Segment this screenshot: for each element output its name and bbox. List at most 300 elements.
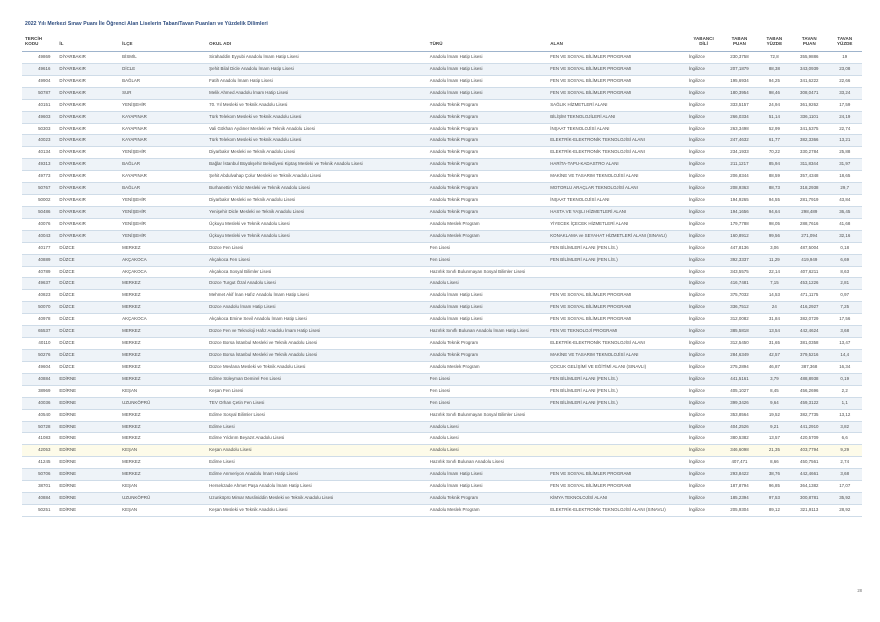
cell-il: EDİRNE bbox=[56, 481, 119, 493]
cell-tercih-kodu: 50070 bbox=[22, 302, 56, 314]
cell-tavan-yuzde: 9,29 bbox=[828, 445, 863, 457]
table-row bbox=[22, 266, 862, 278]
cell-tercih-kodu: 49869 bbox=[22, 51, 56, 63]
cell-okul-adi: Türk Telekom Mesleki ve Teknik Anadolu Lisesi bbox=[206, 111, 427, 123]
cell-ilce: KEŞAN bbox=[119, 481, 206, 493]
table-row bbox=[22, 75, 862, 87]
cell-tavan-puan: 420,5709 bbox=[791, 433, 827, 445]
cell-tercih-kodu: 50276 bbox=[22, 350, 56, 362]
cell-taban-puan: 333,5157 bbox=[721, 99, 757, 111]
cell-taban-puan: 284,6349 bbox=[721, 350, 757, 362]
cell-tavan-yuzde: 32,16 bbox=[828, 230, 863, 242]
cell-ilce: BAĞLAR bbox=[119, 183, 206, 195]
cell-taban-puan: 234,1933 bbox=[721, 147, 757, 159]
cell-yabanci-dili: İngilizce bbox=[686, 87, 721, 99]
cell-il: DÜZCE bbox=[56, 350, 119, 362]
cell-okul-adi: Akçakoca Emine Sevil Anadolu İmam Hatip Lisesi bbox=[206, 314, 427, 326]
cell-turu: Anadolu Teknik Program bbox=[427, 159, 547, 171]
cell-turu: Anadolu Teknik Program bbox=[427, 350, 547, 362]
cell-tercih-kodu: 40134 bbox=[22, 147, 56, 159]
cell-taban-puan: 206,8344 bbox=[721, 171, 757, 183]
cell-tavan-yuzde: 6,69 bbox=[828, 254, 863, 266]
cell-taban-puan: 211,1217 bbox=[721, 159, 757, 171]
cell-tavan-yuzde: 2,81 bbox=[828, 278, 863, 290]
cell-yabanci-dili: İngilizce bbox=[686, 278, 721, 290]
cell-turu: Hazırlık Sınıflı Bulunan Anadolu İmam Hatip Lisesi bbox=[427, 326, 547, 338]
cell-tercih-kodu: 41083 bbox=[22, 433, 56, 445]
cell-ilce: YENİŞEHİR bbox=[119, 147, 206, 159]
cell-tavan-puan: 382,0729 bbox=[791, 314, 827, 326]
cell-tercih-kodu: 40110 bbox=[22, 338, 56, 350]
cell-alan bbox=[547, 409, 686, 421]
cell-okul-adi: Edirne Sosyal Bilimler Lisesi bbox=[206, 409, 427, 421]
cell-taban-puan: 447,8136 bbox=[721, 242, 757, 254]
cell-taban-yuzde: 3,79 bbox=[758, 373, 791, 385]
cell-il: EDİRNE bbox=[56, 409, 119, 421]
cell-ilce: MERKEZ bbox=[119, 326, 206, 338]
cell-alan: FEN VE SOSYAL BİLİMLER PROGRAMI bbox=[547, 63, 686, 75]
cell-taban-puan: 185,2394 bbox=[721, 493, 757, 505]
cell-tavan-puan: 403,7794 bbox=[791, 445, 827, 457]
cell-taban-puan: 230,3758 bbox=[721, 51, 757, 63]
cell-yabanci-dili: İngilizce bbox=[686, 397, 721, 409]
cell-alan: FEN VE SOSYAL BİLİMLER PROGRAMI bbox=[547, 51, 686, 63]
column-header-ilce: İLÇE bbox=[119, 36, 206, 51]
header-line-1: TAVAN bbox=[801, 36, 817, 41]
cell-okul-adi: Düzce Mevlana Mesleki ve Teknik Anadolu Lisesi bbox=[206, 361, 427, 373]
cell-alan: FEN BİLİMLERİ ALANI (FEN LİS.) bbox=[547, 397, 686, 409]
cell-turu: Anadolu İmam Hatip Lisesi bbox=[427, 481, 547, 493]
cell-turu: Anadolu İmam Hatip Lisesi bbox=[427, 75, 547, 87]
cell-turu: Hazırlık Sınıfı Bulunan Anadolu Lisesi bbox=[427, 457, 547, 469]
cell-yabanci-dili: İngilizce bbox=[686, 147, 721, 159]
table-row bbox=[22, 171, 862, 183]
cell-turu: Hazırlık Sınıfı Bulunmayan Sosyal Bilimler Lisesi bbox=[427, 409, 547, 421]
cell-taban-yuzde: 94,55 bbox=[758, 195, 791, 207]
cell-tavan-yuzde: 16,34 bbox=[828, 361, 863, 373]
table-row bbox=[22, 409, 862, 421]
cell-taban-puan: 353,8564 bbox=[721, 409, 757, 421]
cell-taban-puan: 399,3426 bbox=[721, 397, 757, 409]
cell-tercih-kodu: 40789 bbox=[22, 266, 56, 278]
cell-taban-puan: 392,3337 bbox=[721, 254, 757, 266]
cell-yabanci-dili: İngilizce bbox=[686, 302, 721, 314]
cell-il: DÜZCE bbox=[56, 266, 119, 278]
cell-tavan-yuzde: 22,74 bbox=[828, 123, 863, 135]
cell-tercih-kodu: 49616 bbox=[22, 63, 56, 75]
cell-okul-adi: Diyarbakır Mesleki ve Teknik Anadolu Lisesi bbox=[206, 195, 427, 207]
table-row bbox=[22, 457, 862, 469]
cell-tercih-kodu: 41245 bbox=[22, 457, 56, 469]
header-line-2: PUAN bbox=[802, 41, 816, 47]
table-row bbox=[22, 51, 862, 63]
cell-tercih-kodu: 50486 bbox=[22, 206, 56, 218]
cell-tavan-yuzde: 2,74 bbox=[828, 457, 863, 469]
table-row bbox=[22, 493, 862, 505]
cell-tavan-yuzde: 3,82 bbox=[828, 421, 863, 433]
cell-il: EDİRNE bbox=[56, 373, 119, 385]
cell-tavan-yuzde: 35,92 bbox=[828, 493, 863, 505]
cell-tavan-puan: 361,9262 bbox=[791, 99, 827, 111]
cell-taban-yuzde: 94,64 bbox=[758, 206, 791, 218]
cell-il: DÜZCE bbox=[56, 278, 119, 290]
table-row bbox=[22, 505, 862, 517]
cell-yabanci-dili: İngilizce bbox=[686, 445, 721, 457]
cell-ilce: AKÇAKOCA bbox=[119, 254, 206, 266]
cell-il: DÜZCE bbox=[56, 361, 119, 373]
cell-tavan-yuzde: 36,45 bbox=[828, 206, 863, 218]
cell-taban-puan: 407,471 bbox=[721, 457, 757, 469]
cell-ilce: MERKEZ bbox=[119, 433, 206, 445]
cell-turu: Anadolu İmam Hatip Lisesi bbox=[427, 290, 547, 302]
table-row bbox=[22, 135, 862, 147]
cell-tavan-yuzde: 41,68 bbox=[828, 218, 863, 230]
cell-taban-puan: 416,7481 bbox=[721, 278, 757, 290]
column-header-tavan-puan bbox=[791, 36, 827, 51]
cell-ilce: AKÇAKOCA bbox=[119, 314, 206, 326]
cell-turu: Anadolu İmam Hatip Lisesi bbox=[427, 469, 547, 481]
cell-tavan-puan: 357,4348 bbox=[791, 171, 827, 183]
cell-tavan-puan: 343,0939 bbox=[791, 63, 827, 75]
cell-turu: Fen Lisesi bbox=[427, 373, 547, 385]
cell-ilce: YENİŞEHİR bbox=[119, 230, 206, 242]
column-header-tercih-kodu bbox=[22, 36, 56, 51]
cell-taban-yuzde: 52,99 bbox=[758, 123, 791, 135]
cell-tavan-puan: 330,2784 bbox=[791, 147, 827, 159]
cell-turu: Anadolu Meslek Program bbox=[427, 218, 547, 230]
cell-tavan-puan: 311,8344 bbox=[791, 159, 827, 171]
cell-ilce: KEŞAN bbox=[119, 445, 206, 457]
cell-il: DİYARBAKIR bbox=[56, 111, 119, 123]
cell-tavan-puan: 456,2696 bbox=[791, 385, 827, 397]
cell-turu: Anadolu İmam Hatip Lisesi bbox=[427, 87, 547, 99]
table-row bbox=[22, 481, 862, 493]
cell-ilce: DİCLE bbox=[119, 63, 206, 75]
cell-ilce: KEŞAN bbox=[119, 505, 206, 517]
cell-ilce: MERKEZ bbox=[119, 242, 206, 254]
cell-tavan-yuzde: 13,12 bbox=[828, 409, 863, 421]
cell-ilce: UZUNKÖPRÜ bbox=[119, 397, 206, 409]
cell-alan bbox=[547, 421, 686, 433]
cell-alan bbox=[547, 445, 686, 457]
column-header-taban-yuzde bbox=[758, 36, 791, 51]
cell-il: DİYARBAKIR bbox=[56, 230, 119, 242]
cell-tavan-yuzde: 24,19 bbox=[828, 111, 863, 123]
cell-ilce: KAYAPINAR bbox=[119, 135, 206, 147]
cell-tercih-kodu: 49603 bbox=[22, 111, 56, 123]
cell-tercih-kodu: 40540 bbox=[22, 409, 56, 421]
cell-tavan-yuzde: 43,84 bbox=[828, 195, 863, 207]
cell-alan: İNŞAAT TEKNOLOJİSİ ALANI bbox=[547, 195, 686, 207]
cell-turu: Fen Lisesi bbox=[427, 385, 547, 397]
cell-taban-puan: 160,8912 bbox=[721, 230, 757, 242]
cell-tercih-kodu: 49904 bbox=[22, 75, 56, 87]
cell-taban-puan: 247,4632 bbox=[721, 135, 757, 147]
table-row bbox=[22, 183, 862, 195]
cell-alan: FEN BİLİMLERİ ALANI (FEN LİS.) bbox=[547, 242, 686, 254]
table-row bbox=[22, 206, 862, 218]
table-row bbox=[22, 254, 862, 266]
cell-taban-puan: 441,5161 bbox=[721, 373, 757, 385]
cell-taban-yuzde: 88,59 bbox=[758, 171, 791, 183]
column-header-yabanci-dili bbox=[686, 36, 721, 51]
cell-okul-adi: Melik Ahmed Anadolu İmam Hatip Lisesi bbox=[206, 87, 427, 99]
cell-ilce: YENİŞEHİR bbox=[119, 218, 206, 230]
cell-taban-yuzde: 98,05 bbox=[758, 218, 791, 230]
cell-yabanci-dili: İngilizce bbox=[686, 326, 721, 338]
cell-taban-yuzde: 70,22 bbox=[758, 147, 791, 159]
cell-ilce: MERKEZ bbox=[119, 361, 206, 373]
cell-taban-puan: 375,7032 bbox=[721, 290, 757, 302]
cell-il: DÜZCE bbox=[56, 338, 119, 350]
cell-taban-yuzde: 13,57 bbox=[758, 433, 791, 445]
cell-yabanci-dili: İngilizce bbox=[686, 254, 721, 266]
cell-yabanci-dili: İngilizce bbox=[686, 373, 721, 385]
cell-tavan-puan: 308,0471 bbox=[791, 87, 827, 99]
cell-okul-adi: Fatih Anadolu İmam Hatip Lisesi bbox=[206, 75, 427, 87]
cell-taban-puan: 179,7788 bbox=[721, 218, 757, 230]
cell-ilce: SUR bbox=[119, 87, 206, 99]
cell-okul-adi: 70. Yıl Mesleki ve Teknik Anadolu Lisesi bbox=[206, 99, 427, 111]
cell-yabanci-dili: İngilizce bbox=[686, 505, 721, 517]
cell-tavan-puan: 387,368 bbox=[791, 361, 827, 373]
cell-ilce: MERKEZ bbox=[119, 373, 206, 385]
cell-taban-puan: 208,9363 bbox=[721, 183, 757, 195]
cell-taban-yuzde: 89,12 bbox=[758, 505, 791, 517]
cell-tavan-puan: 487,5004 bbox=[791, 242, 827, 254]
cell-tavan-yuzde: 17,59 bbox=[828, 99, 863, 111]
cell-alan: FEN VE SOSYAL BİLİMLER PROGRAMI bbox=[547, 469, 686, 481]
cell-tavan-puan: 381,0358 bbox=[791, 338, 827, 350]
cell-alan: HARİTA-TAPU-KADASTRO ALANI bbox=[547, 159, 686, 171]
cell-il: DİYARBAKIR bbox=[56, 135, 119, 147]
header-line-2: YÜZDE bbox=[836, 41, 853, 47]
cell-alan: ÇOCUK GELİŞİMİ VE EĞİTİMİ ALANI (SINAVLI) bbox=[547, 361, 686, 373]
table-row bbox=[22, 63, 862, 75]
table-row bbox=[22, 397, 862, 409]
cell-tercih-kodu: 65537 bbox=[22, 326, 56, 338]
cell-okul-adi: Akçakoca Fen Lisesi bbox=[206, 254, 427, 266]
cell-tavan-puan: 442,4661 bbox=[791, 469, 827, 481]
cell-turu: Hazırlık Sınıfı Bulunmayan Sosyal Bilimler Lisesi bbox=[427, 266, 547, 278]
cell-okul-adi: Edirne Lisesi bbox=[206, 457, 427, 469]
cell-taban-yuzde: 8,45 bbox=[758, 385, 791, 397]
cell-taban-puan: 336,7512 bbox=[721, 302, 757, 314]
cell-okul-adi: Yenişehir Dicle Mesleki ve Teknik Anadolu Lisesi bbox=[206, 206, 427, 218]
cell-turu: Anadolu Meslek Program bbox=[427, 505, 547, 517]
cell-taban-yuzde: 31,84 bbox=[758, 314, 791, 326]
cell-alan: HASTA VE YAŞLI HİZMETLERİ ALANI bbox=[547, 206, 686, 218]
table-row bbox=[22, 242, 862, 254]
cell-taban-yuzde: 7,15 bbox=[758, 278, 791, 290]
cell-il: EDİRNE bbox=[56, 505, 119, 517]
cell-il: DİYARBAKIR bbox=[56, 183, 119, 195]
cell-turu: Anadolu Teknik Program bbox=[427, 99, 547, 111]
cell-tercih-kodu: 50002 bbox=[22, 195, 56, 207]
cell-ilce: BAĞLAR bbox=[119, 75, 206, 87]
cell-tavan-yuzde: 17,07 bbox=[828, 481, 863, 493]
cell-il: DÜZCE bbox=[56, 290, 119, 302]
cell-turu: Anadolu İmam Hatip Lisesi bbox=[427, 314, 547, 326]
cell-il: DİYARBAKIR bbox=[56, 147, 119, 159]
cell-ilce: KAYAPINAR bbox=[119, 111, 206, 123]
cell-turu: Anadolu Teknik Program bbox=[427, 171, 547, 183]
cell-tavan-puan: 300,8781 bbox=[791, 493, 827, 505]
cell-alan: ELEKTRİK-ELEKTRONİK TEKNOLOJİSİ ALANI bbox=[547, 135, 686, 147]
cell-taban-yuzde: 98,46 bbox=[758, 87, 791, 99]
cell-taban-yuzde: 99,56 bbox=[758, 230, 791, 242]
table-row bbox=[22, 445, 862, 457]
cell-turu: Anadolu Teknik Program bbox=[427, 493, 547, 505]
cell-taban-puan: 263,3498 bbox=[721, 123, 757, 135]
cell-tercih-kodu: 49313 bbox=[22, 159, 56, 171]
cell-turu: Anadolu Teknik Program bbox=[427, 111, 547, 123]
cell-tercih-kodu: 50706 bbox=[22, 469, 56, 481]
cell-taban-yuzde: 11,29 bbox=[758, 254, 791, 266]
cell-tercih-kodu: 50728 bbox=[22, 421, 56, 433]
cell-tavan-yuzde: 3,68 bbox=[828, 326, 863, 338]
cell-alan: MAKİNE VE TASARIM TEKNOLOJİSİ ALANI bbox=[547, 171, 686, 183]
cell-turu: Anadolu Teknik Program bbox=[427, 135, 547, 147]
table-row bbox=[22, 290, 862, 302]
cell-turu: Fen Lisesi bbox=[427, 254, 547, 266]
cell-tavan-puan: 288,7616 bbox=[791, 218, 827, 230]
cell-alan: FEN VE SOSYAL BİLİMLER PROGRAMI bbox=[547, 481, 686, 493]
cell-yabanci-dili: İngilizce bbox=[686, 457, 721, 469]
cell-turu: Anadolu Lisesi bbox=[427, 445, 547, 457]
cell-il: DÜZCE bbox=[56, 314, 119, 326]
cell-yabanci-dili: İngilizce bbox=[686, 159, 721, 171]
cell-yabanci-dili: İngilizce bbox=[686, 123, 721, 135]
cell-okul-adi: Bağlar İstanbul Büyükşehir Belediyesi Kiptaş Mesleki ve Teknik Anadolu Lisesi bbox=[206, 159, 427, 171]
cell-taban-yuzde: 88,38 bbox=[758, 63, 791, 75]
table-row bbox=[22, 373, 862, 385]
table-row bbox=[22, 361, 862, 373]
cell-yabanci-dili: İngilizce bbox=[686, 195, 721, 207]
page-number: 28 bbox=[857, 588, 862, 593]
cell-taban-yuzde: 19,52 bbox=[758, 409, 791, 421]
cell-il: EDİRNE bbox=[56, 421, 119, 433]
cell-turu: Anadolu İmam Hatip Lisesi bbox=[427, 302, 547, 314]
cell-taban-puan: 180,3954 bbox=[721, 87, 757, 99]
cell-ilce: AKÇAKOCA bbox=[119, 266, 206, 278]
cell-ilce: MERKEZ bbox=[119, 457, 206, 469]
cell-alan: FEN BİLİMLERİ ALANI (FEN LİS.) bbox=[547, 254, 686, 266]
cell-taban-yuzde: 3,06 bbox=[758, 242, 791, 254]
cell-tercih-kodu: 40036 bbox=[22, 397, 56, 409]
table-row bbox=[22, 99, 862, 111]
table-row bbox=[22, 350, 862, 362]
cell-taban-yuzde: 22,14 bbox=[758, 266, 791, 278]
cell-yabanci-dili: İngilizce bbox=[686, 99, 721, 111]
cell-yabanci-dili: İngilizce bbox=[686, 469, 721, 481]
cell-okul-adi: Üçkuyu Mesleki ve Teknik Anadolu Lisesi bbox=[206, 218, 427, 230]
cell-okul-adi: Düzce Borsa İstanbul Mesleki ve Teknik Anadolu Lisesi bbox=[206, 338, 427, 350]
cell-tavan-yuzde: 17,56 bbox=[828, 314, 863, 326]
cell-alan: ELEKTRİK-ELEKTRONİK TEKNOLOJİSİ ALANI bbox=[547, 147, 686, 159]
table-row bbox=[22, 218, 862, 230]
cell-okul-adi: Düzce Turgut Özal Anadolu Lisesi bbox=[206, 278, 427, 290]
cell-il: EDİRNE bbox=[56, 397, 119, 409]
cell-il: DİYARBAKIR bbox=[56, 99, 119, 111]
cell-tavan-puan: 336,1101 bbox=[791, 111, 827, 123]
cell-yabanci-dili: İngilizce bbox=[686, 51, 721, 63]
cell-tavan-puan: 441,2910 bbox=[791, 421, 827, 433]
cell-ilce: YENİŞEHİR bbox=[119, 99, 206, 111]
cell-taban-puan: 194,1656 bbox=[721, 206, 757, 218]
cell-il: EDİRNE bbox=[56, 433, 119, 445]
cell-tercih-kodu: 49637 bbox=[22, 278, 56, 290]
cell-okul-adi: Akçakoca Sosyal Bilimler Lisesi bbox=[206, 266, 427, 278]
cell-alan: KİMYA TEKNOLOJİSİ ALANI bbox=[547, 493, 686, 505]
cell-taban-puan: 312,0082 bbox=[721, 314, 757, 326]
cell-yabanci-dili: İngilizce bbox=[686, 350, 721, 362]
cell-okul-adi: Hersekzade Ahmet Paşa Anadolu İmam Hatip Lisesi bbox=[206, 481, 427, 493]
cell-yabanci-dili: İngilizce bbox=[686, 338, 721, 350]
cell-taban-puan: 346,6098 bbox=[721, 445, 757, 457]
cell-tavan-yuzde: 31,97 bbox=[828, 159, 863, 171]
cell-tavan-puan: 382,3366 bbox=[791, 135, 827, 147]
table-row bbox=[22, 147, 862, 159]
cell-tercih-kodu: 40978 bbox=[22, 314, 56, 326]
cell-okul-adi: Şehit Bilal Dicle Anadolu İmam Hatip Lisesi bbox=[206, 63, 427, 75]
cell-alan: FEN VE SOSYAL BİLİMLER PROGRAMI bbox=[547, 87, 686, 99]
cell-okul-adi: Türk Telekom Mesleki ve Teknik Anadolu Lisesi bbox=[206, 135, 427, 147]
cell-tavan-yuzde: 33,24 bbox=[828, 87, 863, 99]
cell-tercih-kodu: 38969 bbox=[22, 385, 56, 397]
cell-turu: Anadolu Teknik Program bbox=[427, 195, 547, 207]
cell-tavan-puan: 341,5375 bbox=[791, 123, 827, 135]
cell-il: EDİRNE bbox=[56, 445, 119, 457]
cell-turu: Anadolu Meslek Program bbox=[427, 230, 547, 242]
header-line-2: PUAN bbox=[733, 41, 746, 47]
cell-yabanci-dili: İngilizce bbox=[686, 171, 721, 183]
cell-taban-yuzde: 24,94 bbox=[758, 99, 791, 111]
cell-il: DİYARBAKIR bbox=[56, 195, 119, 207]
cell-taban-yuzde: 85,94 bbox=[758, 159, 791, 171]
cell-taban-yuzde: 38,76 bbox=[758, 469, 791, 481]
cell-ilce: UZUNKÖPRÜ bbox=[119, 493, 206, 505]
cell-okul-adi: Edirne Yıldırım Beyazıt Anadolu Lisesi bbox=[206, 433, 427, 445]
cell-okul-adi: Şehit Abdulvahap Çolur Mesleki ve Teknik Anadolu Lisesi bbox=[206, 171, 427, 183]
cell-turu: Anadolu Teknik Program bbox=[427, 338, 547, 350]
cell-tercih-kodu: 38701 bbox=[22, 481, 56, 493]
cell-tavan-yuzde: 14,4 bbox=[828, 350, 863, 362]
table-row bbox=[22, 87, 862, 99]
cell-tavan-yuzde: 0,97 bbox=[828, 290, 863, 302]
cell-ilce: YENİŞEHİR bbox=[119, 195, 206, 207]
cell-yabanci-dili: İngilizce bbox=[686, 421, 721, 433]
cell-okul-adi: Düzce Borsa İstanbul Mesleki ve Teknik Anadolu Lisesi bbox=[206, 350, 427, 362]
cell-ilce: MERKEZ bbox=[119, 290, 206, 302]
table-row bbox=[22, 314, 862, 326]
header-line-2: YÜZDE bbox=[766, 41, 783, 47]
cell-il: DİYARBAKIR bbox=[56, 171, 119, 183]
cell-alan: MAKİNE VE TASARIM TEKNOLOJİSİ ALANI bbox=[547, 350, 686, 362]
cell-taban-puan: 266,0334 bbox=[721, 111, 757, 123]
cell-tavan-yuzde: 0,18 bbox=[828, 242, 863, 254]
cell-il: DİYARBAKIR bbox=[56, 123, 119, 135]
column-header-taban-puan bbox=[721, 36, 757, 51]
cell-taban-yuzde: 13,54 bbox=[758, 326, 791, 338]
cell-il: DİYARBAKIR bbox=[56, 63, 119, 75]
table-row bbox=[22, 123, 862, 135]
cell-tercih-kodu: 40884 bbox=[22, 493, 56, 505]
cell-alan: FEN VE SOSYAL BİLİMLER PROGRAMI bbox=[547, 75, 686, 87]
cell-tavan-yuzde: 7,25 bbox=[828, 302, 863, 314]
cell-ilce: KAYAPINAR bbox=[119, 171, 206, 183]
cell-alan: FEN VE TEKNOLOJİ PROGRAMI bbox=[547, 326, 686, 338]
